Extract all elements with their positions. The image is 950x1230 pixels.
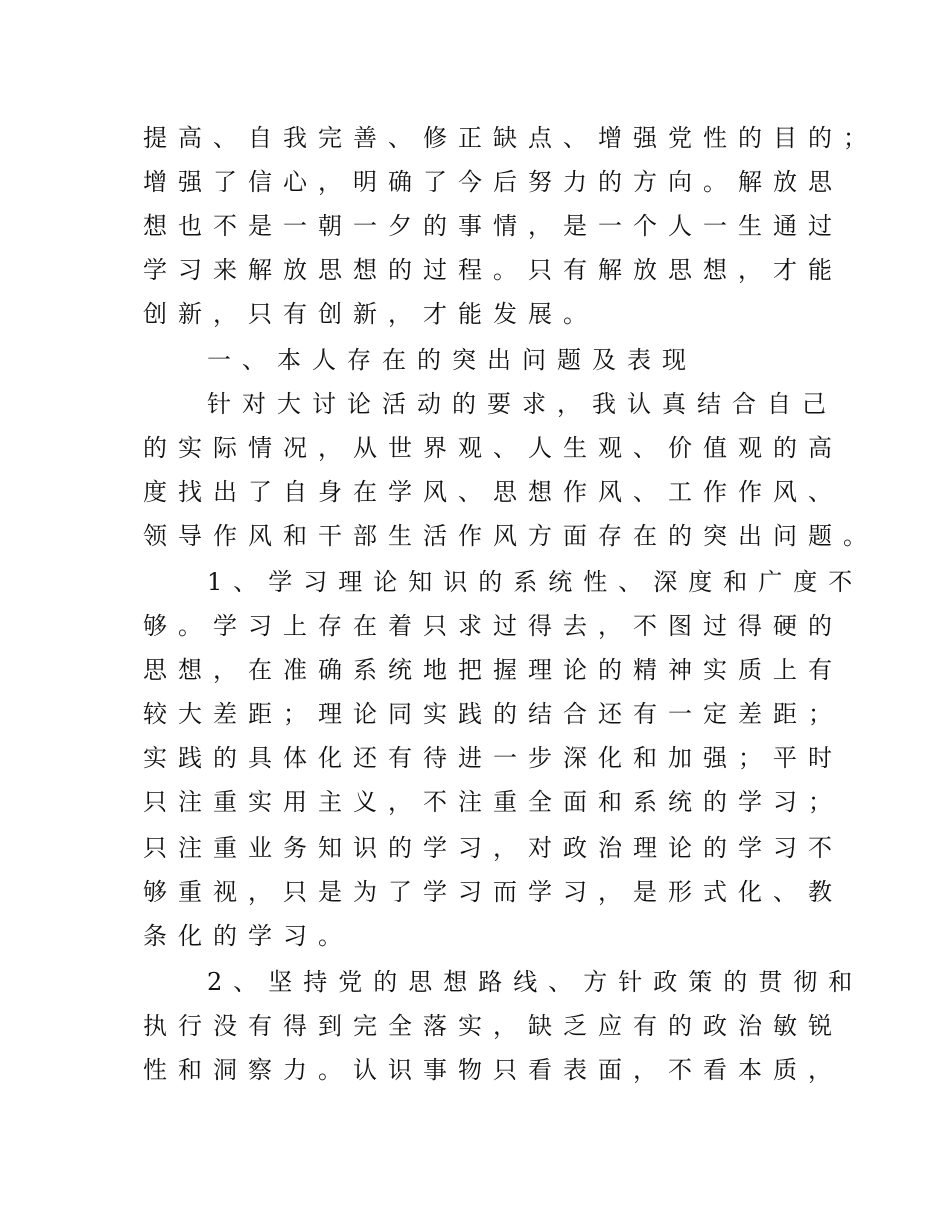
text-line-15: 实践的具体化还有待进一步深化和加强；平时: [143, 744, 843, 772]
text-line-4: 学习来解放思想的过程。只有解放思想，才能: [143, 256, 843, 284]
text-line-3: 想也不是一朝一夕的事情，是一个人一生通过: [143, 212, 843, 240]
text-line-1: 提高、自我完善、修正缺点、增强党性的目的；: [143, 124, 878, 152]
text-line-13: 思想，在准确系统地把握理论的精神实质上有: [143, 656, 843, 684]
text-line-9: 度找出了自身在学风、思想作风、工作作风、: [143, 478, 843, 506]
text-line-7: 针对大讨论活动的要求，我认真结合自己: [207, 390, 837, 418]
text-line-2: 增强了信心，明确了今后努力的方向。解放思: [143, 168, 843, 196]
text-line-21: 执行没有得到完全落实，缺乏应有的政治敏锐: [143, 1012, 843, 1040]
text-line-19: 条化的学习。: [143, 922, 353, 950]
text-line-5: 创新，只有创新，才能发展。: [143, 300, 598, 328]
text-line-11: 1、学习理论知识的系统性、深度和广度不: [207, 568, 864, 596]
text-line-10: 领导作风和干部生活作风方面存在的突出问题。: [143, 522, 878, 550]
text-line-18: 够重视，只是为了学习而学习，是形式化、教: [143, 878, 843, 906]
text-line-16: 只注重实用主义，不注重全面和系统的学习；: [143, 788, 843, 816]
section-heading: 一、本人存在的突出问题及表现: [207, 346, 697, 374]
text-line-22: 性和洞察力。认识事物只看表面，不看本质，: [143, 1056, 843, 1084]
text-line-14: 较大差距；理论同实践的结合还有一定差距；: [143, 700, 843, 728]
text-line-20: 2、坚持党的思想路线、方针政策的贯彻和: [207, 968, 864, 996]
text-line-12: 够。学习上存在着只求过得去，不图过得硬的: [143, 612, 843, 640]
text-line-8: 的实际情况，从世界观、人生观、价值观的高: [143, 434, 843, 462]
text-line-17: 只注重业务知识的学习，对政治理论的学习不: [143, 834, 843, 862]
